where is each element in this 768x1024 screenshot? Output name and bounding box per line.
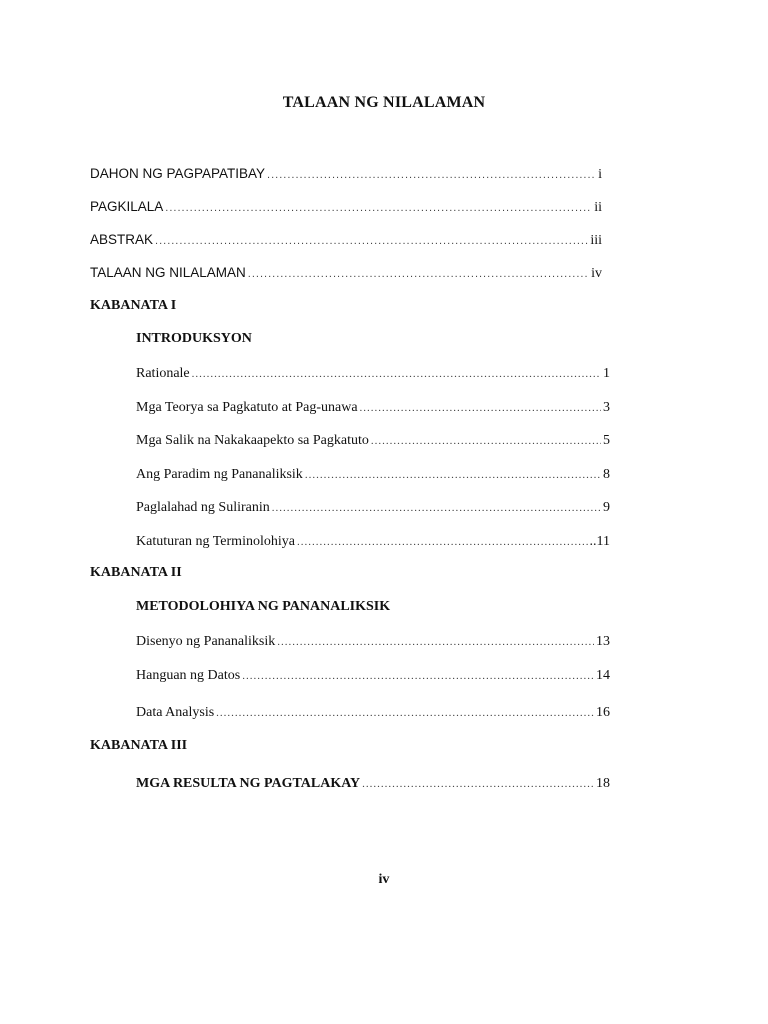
dot-leader	[155, 231, 588, 251]
dot-leader	[272, 498, 601, 518]
toc-entry-label: DAHON NG PAGPAPATIBAY	[90, 166, 266, 181]
toc-entry	[136, 774, 610, 794]
toc-entry	[136, 498, 610, 518]
dot-leader	[297, 532, 588, 552]
chapter-heading: KABANATA II	[90, 565, 182, 580]
dot-leader	[277, 632, 594, 652]
toc-entry	[136, 703, 610, 723]
dot-leader	[305, 465, 601, 485]
toc-entry	[136, 364, 610, 384]
toc-entry	[136, 666, 610, 686]
dot-leader	[216, 703, 594, 723]
dot-leader	[192, 364, 601, 384]
toc-entry-page: 18	[596, 776, 610, 791]
section-heading: METODOLOHIYA NG PANANALIKSIK	[136, 599, 391, 614]
toc-entry-page: 14	[596, 668, 610, 683]
toc-entry	[90, 164, 602, 184]
toc-entry	[136, 532, 610, 552]
dot-leader	[165, 198, 592, 218]
toc-entry	[136, 465, 610, 485]
toc-entry-label: Katuturan ng Terminolohiya	[136, 534, 295, 549]
chapter-heading: KABANATA III	[90, 738, 188, 753]
toc-entry-page: iii	[590, 233, 602, 248]
toc-entry-page: ..11	[589, 534, 610, 549]
toc-entry-page: i	[598, 167, 602, 182]
toc-entry-page: 9	[603, 500, 610, 515]
toc-entry-page: ii	[594, 200, 602, 215]
toc-entry	[90, 263, 602, 283]
toc-entry-page: 3	[603, 400, 610, 415]
section-heading: INTRODUKSYON	[136, 331, 252, 346]
toc-entry	[90, 197, 602, 217]
toc-entry-page: 5	[603, 433, 610, 448]
toc-entry-label: PAGKILALA	[90, 199, 164, 214]
toc-entry-label: MGA RESULTA NG PAGTALAKAY	[136, 776, 361, 791]
chapter-heading: KABANATA I	[90, 298, 177, 313]
toc-entry-label: Mga Salik na Nakakaapekto sa Pagkatuto	[136, 433, 369, 448]
dot-leader	[248, 264, 589, 284]
toc-entry-page: 16	[596, 705, 610, 720]
toc-entry-label: Hanguan ng Datos	[136, 668, 241, 683]
toc-entry-page: 1	[603, 366, 610, 381]
toc-entry-page: iv	[591, 266, 602, 281]
toc-entry-page: 13	[596, 634, 610, 649]
toc-entry-label: Mga Teorya sa Pagkatuto at Pag-unawa	[136, 400, 358, 415]
dot-leader	[360, 398, 601, 418]
toc-entry-label: Ang Paradim ng Pananaliksik	[136, 467, 303, 482]
dot-leader	[242, 666, 594, 686]
toc-entry-label: Disenyo ng Pananaliksik	[136, 634, 276, 649]
page-title: TALAAN NG NILALAMAN	[282, 94, 486, 111]
dot-leader	[362, 774, 594, 794]
toc-entry-page: 8	[603, 467, 610, 482]
toc-entry-label: Paglalahad ng Suliranin	[136, 500, 270, 515]
toc-entry	[90, 230, 602, 250]
toc-entry	[136, 431, 610, 451]
dot-leader	[371, 431, 601, 451]
toc-entry-label: TALAAN NG NILALAMAN	[90, 265, 246, 280]
toc-entry	[136, 632, 610, 652]
toc-entry-label: Data Analysis	[136, 705, 215, 720]
dot-leader	[267, 165, 596, 185]
toc-entry-label: ABSTRAK	[90, 232, 154, 247]
toc-entry	[136, 398, 610, 418]
toc-entry-label: Rationale	[136, 366, 190, 381]
footer-page-number: iv	[378, 872, 390, 887]
